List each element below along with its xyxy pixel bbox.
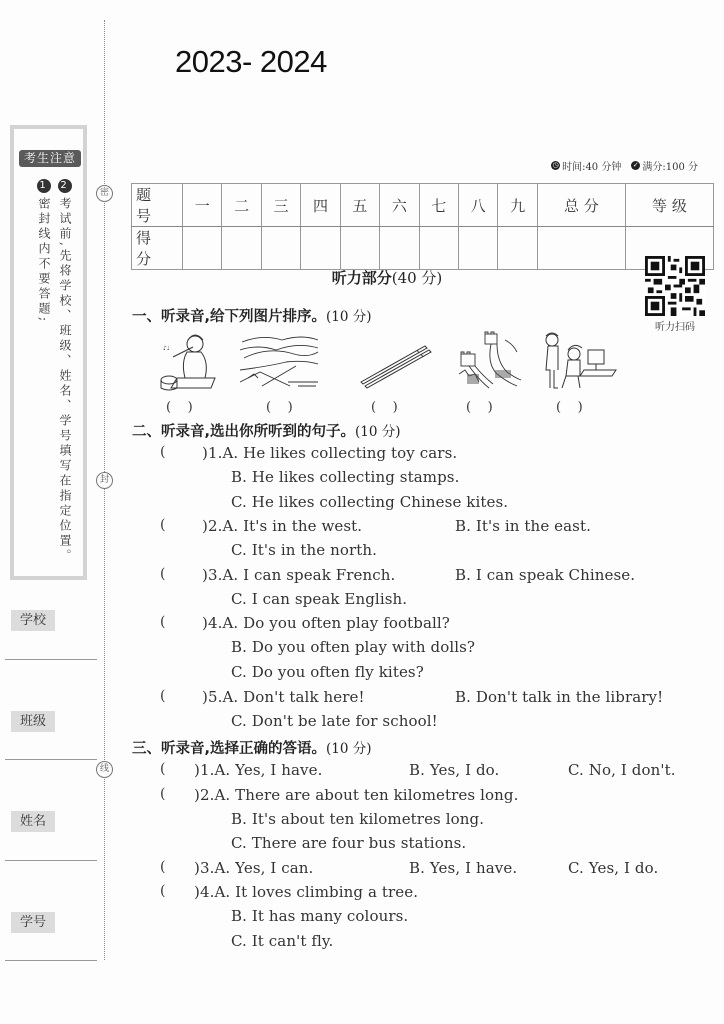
answer-blank-5[interactable]: ( ) [556,400,583,415]
part3-q2-option-a: )2.A. There are about ten kilometres long. [194,786,519,804]
row-head-question: 题 号 [132,184,183,227]
answer-bracket[interactable]: ( [160,517,166,533]
col-4: 四 [301,184,340,227]
answer-bracket[interactable]: ( [160,688,166,704]
part2-q4-option-b: B. Do you often play with dolls? [231,638,476,656]
col-8: 八 [458,184,497,227]
listening-title-text: 听力部分 [331,269,392,287]
student-id-label: 学号 [11,912,55,933]
notice-item-1 [36,179,52,324]
col-9: 九 [498,184,537,227]
listening-points: (40 分) [391,269,443,287]
col-total: 总 分 [537,184,625,227]
col-5: 五 [340,184,379,227]
col-grade: 等 级 [625,184,713,227]
part2-heading [132,420,401,441]
notice-item-text: 考试前,先将学校、班级、姓名、学号填写在指定位置。 [58,197,72,564]
school-label: 学校 [11,610,55,631]
col-3: 三 [261,184,300,227]
part2-points: (10 分) [355,424,401,440]
people-at-computer-picture [540,330,618,392]
part3-q3-option-c: C. Yes, I do. [568,859,659,877]
svg-text:♪♩: ♪♩ [163,345,170,352]
col-2: 二 [222,184,261,227]
answer-bracket[interactable]: ( [160,859,166,875]
answer-blank-3[interactable]: ( ) [371,400,398,415]
answer-bracket[interactable]: ( [160,883,166,899]
exam-year-title: 2023- 2024 [175,44,327,79]
school-input-line[interactable] [5,659,97,660]
listening-section-title [0,267,724,288]
number-badge-icon: 1 [37,179,51,193]
seal-mark-mi: 密 [96,185,113,202]
seal-mark-xian: 线 [96,761,113,778]
notice-item-text: 密封线内不要答题; [37,197,51,325]
great-wall-picture [455,330,523,392]
part3-q1-option-b: B. Yes, I do. [409,761,500,779]
exam-meta [551,158,698,173]
answer-bracket[interactable]: ( [160,786,166,802]
score-cell[interactable] [301,227,340,270]
flute-player-picture [155,330,220,392]
score-cell[interactable] [222,227,261,270]
score-cell[interactable] [183,227,222,270]
notice-item-2 [57,179,73,564]
part2-q3-option-b: B. I can speak Chinese. [455,566,636,584]
part2-q5-option-b: B. Don't talk in the library! [455,688,664,706]
answer-blank-1[interactable]: ( ) [166,400,193,415]
qr-code-icon[interactable] [645,256,705,316]
part3-q4-option-c: C. It can't fly. [231,932,334,950]
question-number-row [132,184,714,227]
part2-q2-option-b: B. It's in the east. [455,517,591,535]
time-limit: 时间:40 分钟 [562,162,622,173]
check-icon: ✓ [632,161,639,169]
part2-q4-option-c: C. Do you often fly kites? [231,663,424,681]
part3-heading-text: 三、听录音,选择正确的答语。 [132,741,327,757]
answer-blank-2[interactable]: ( ) [266,400,293,415]
score-row [132,227,714,270]
part2-q1-option-a: )1.A. He likes collecting toy cars. [202,444,458,462]
part1-heading-text: 一、听录音,给下列图片排序。 [132,309,327,325]
score-cell[interactable] [380,227,419,270]
part2-q5-option-a: )5.A. Don't talk here! [202,688,365,706]
river-landscape-picture [238,330,320,392]
answer-bracket[interactable]: ( [160,761,166,777]
seal-dotted-line [104,20,105,960]
part3-points: (10 分) [326,741,372,757]
answer-blank-4[interactable]: ( ) [466,400,493,415]
qr-label: 听力扫码 [655,322,695,333]
part3-q2-option-c: C. There are four bus stations. [231,834,467,852]
class-label: 班级 [11,711,55,732]
part1-heading [132,305,372,326]
score-table [131,183,714,270]
part2-q4-option-a: )4.A. Do you often play football? [202,614,450,632]
row-head-score: 得 分 [132,227,183,270]
part1-points: (10 分) [326,309,372,325]
part2-q2-option-a: )2.A. It's in the west. [202,517,363,535]
name-input-line[interactable] [5,860,97,861]
chopsticks-picture [355,330,435,392]
answer-bracket[interactable]: ( [160,444,166,460]
part2-q5-option-c: C. Don't be late for school! [231,712,438,730]
part2-q3-option-a: )3.A. I can speak French. [202,566,396,584]
col-7: 七 [419,184,458,227]
score-cell[interactable] [261,227,300,270]
class-input-line[interactable] [5,759,97,760]
name-label: 姓名 [11,811,55,832]
notice-title: 考生注意 [19,150,81,167]
part3-q4-option-a: )4.A. It loves climbing a tree. [194,883,419,901]
part2-heading-text: 二、听录音,选出你所听到的句子。 [132,424,356,440]
col-1: 一 [183,184,222,227]
part3-q4-option-b: B. It has many colours. [231,907,409,925]
score-cell[interactable] [537,227,625,270]
clock-icon: ◷ [552,161,559,169]
part2-q2-option-c: C. It's in the north. [231,541,377,559]
score-cell[interactable] [419,227,458,270]
number-badge-icon: 2 [58,179,72,193]
part3-q2-option-b: B. It's about ten kilometres long. [231,810,485,828]
part2-q1-option-c: C. He likes collecting Chinese kites. [231,493,509,511]
score-cell[interactable] [498,227,537,270]
part3-q1-option-c: C. No, I don't. [568,761,676,779]
col-6: 六 [380,184,419,227]
seal-mark-feng: 封 [96,472,113,489]
answer-bracket[interactable]: ( [160,614,166,630]
part2-q1-option-b: B. He likes collecting stamps. [231,468,460,486]
full-score: 满分:100 分 [642,162,698,173]
student-id-input-line[interactable] [5,960,97,961]
part3-heading [132,737,372,758]
candidate-notice-box [10,125,87,580]
part3-q3-option-a: )3.A. Yes, I can. [194,859,314,877]
part3-q3-option-b: B. Yes, I have. [409,859,518,877]
part3-q1-option-a: )1.A. Yes, I have. [194,761,323,779]
answer-bracket[interactable]: ( [160,566,166,582]
score-cell[interactable] [340,227,379,270]
part2-q3-option-c: C. I can speak English. [231,590,408,608]
score-cell[interactable] [458,227,497,270]
